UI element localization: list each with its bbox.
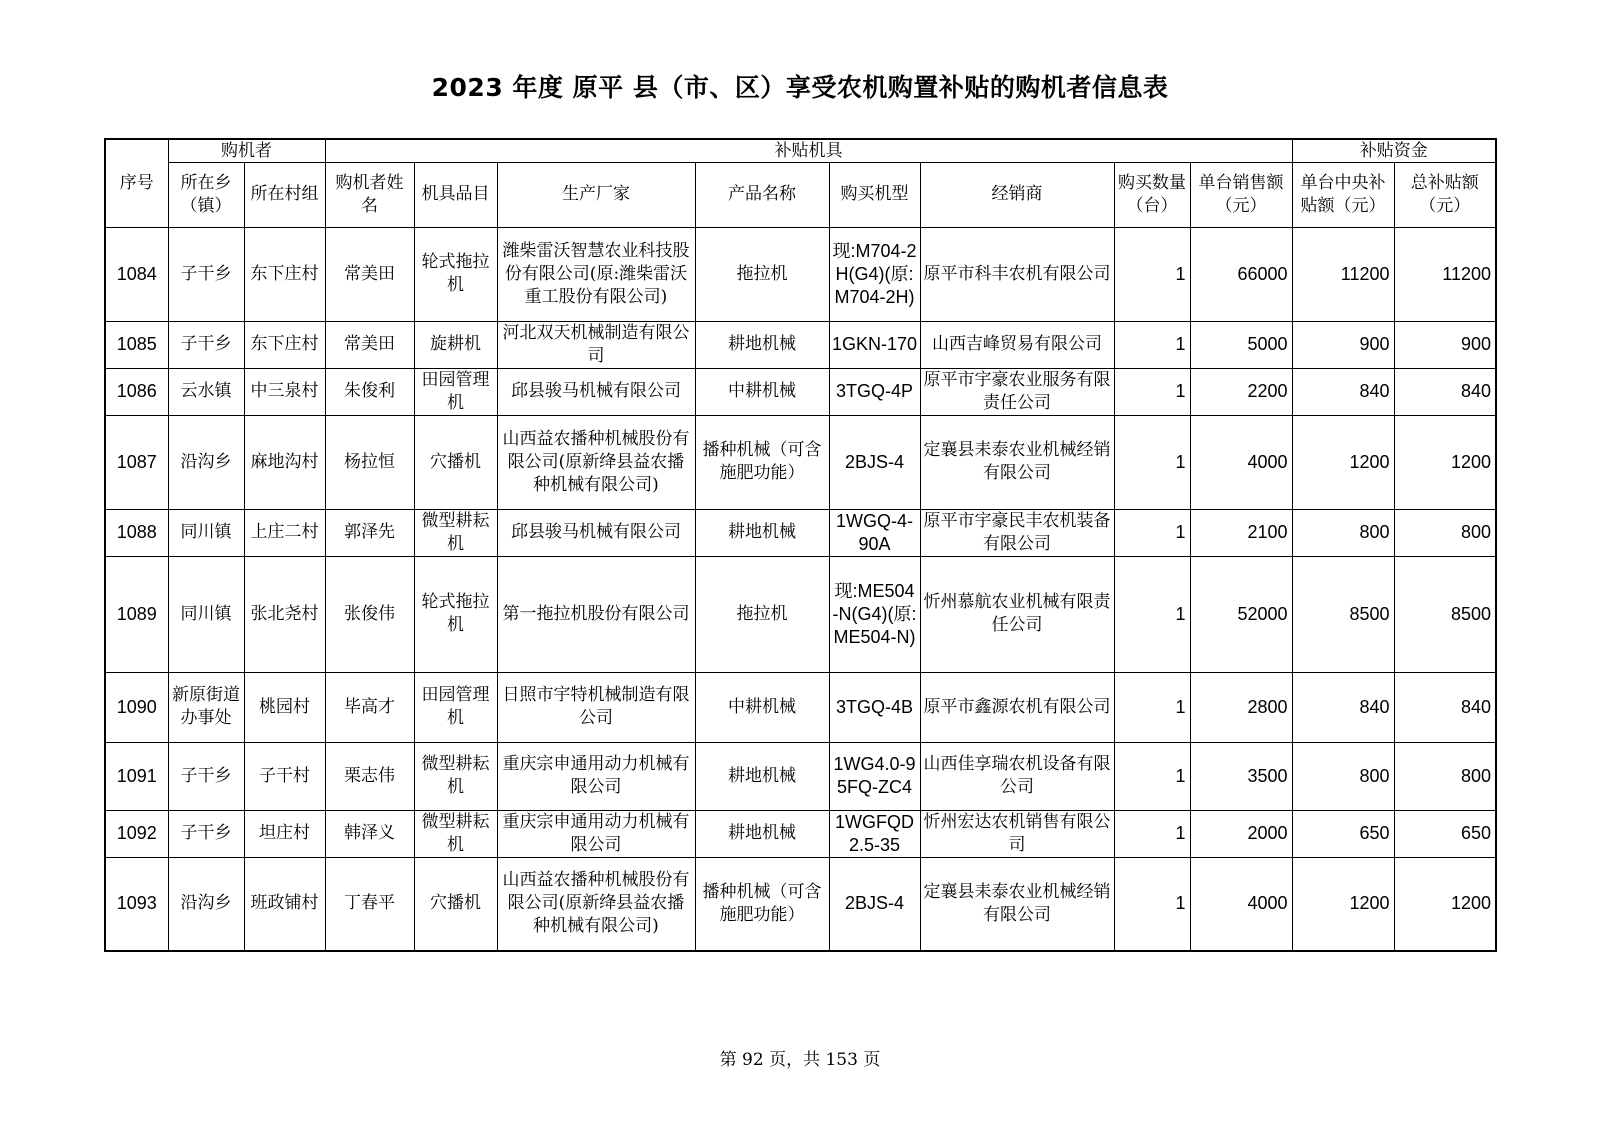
cell-total-subsidy: 900: [1394, 321, 1496, 368]
header-village: 所在村组: [244, 162, 325, 227]
cell-manufacturer: 山西益农播种机械股份有限公司(原新绛县益农播种机械有限公司): [497, 857, 695, 951]
cell-township: 同川镇: [168, 556, 244, 672]
cell-village: 上庄二村: [244, 509, 325, 556]
cell-township: 沿沟乡: [168, 415, 244, 509]
cell-seq: 1091: [105, 742, 168, 810]
cell-product: 耕地机械: [695, 509, 829, 556]
cell-product: 播种机械（可含施肥功能）: [695, 857, 829, 951]
cell-dealer: 定襄县耒泰农业机械经销有限公司: [920, 857, 1114, 951]
subsidy-table: [104, 138, 1497, 952]
cell-unit-subsidy: 900: [1292, 321, 1394, 368]
cell-buyer-name: 韩泽义: [325, 810, 414, 857]
cell-township: 同川镇: [168, 509, 244, 556]
cell-township: 子干乡: [168, 742, 244, 810]
header-manufacturer: 生产厂家: [497, 162, 695, 227]
page-footer: 第 92 页，共 153 页: [719, 1050, 881, 1070]
cell-village: 中三泉村: [244, 368, 325, 415]
cell-product: 耕地机械: [695, 810, 829, 857]
cell-dealer: 忻州宏达农机销售有限公司: [920, 810, 1114, 857]
cell-unit-subsidy: 650: [1292, 810, 1394, 857]
header-product: 产品名称: [695, 162, 829, 227]
cell-total-subsidy: 8500: [1394, 556, 1496, 672]
cell-model: 1GKN-170: [829, 321, 920, 368]
cell-model: 1WGFQD2.5-35: [829, 810, 920, 857]
header-group-buyer: 购机者: [168, 139, 325, 162]
cell-township: 子干乡: [168, 227, 244, 321]
cell-manufacturer: 邱县骏马机械有限公司: [497, 368, 695, 415]
cell-qty: 1: [1114, 857, 1190, 951]
cell-seq: 1090: [105, 672, 168, 742]
cell-dealer: 原平市宇豪农业服务有限责任公司: [920, 368, 1114, 415]
cell-dealer: 山西佳享瑞农机设备有限公司: [920, 742, 1114, 810]
cell-total-subsidy: 1200: [1394, 857, 1496, 951]
cell-township: 沿沟乡: [168, 857, 244, 951]
cell-qty: 1: [1114, 368, 1190, 415]
cell-village: 子干村: [244, 742, 325, 810]
page-title: 2023 年度 原平 县（市、区）享受农机购置补贴的购机者信息表: [431, 73, 1169, 102]
cell-buyer-name: 丁春平: [325, 857, 414, 951]
cell-buyer-name: 毕高才: [325, 672, 414, 742]
cell-unit-subsidy: 840: [1292, 672, 1394, 742]
cell-model: 现:ME504-N(G4)(原:ME504-N): [829, 556, 920, 672]
cell-unit-subsidy: 8500: [1292, 556, 1394, 672]
cell-model: 2BJS-4: [829, 415, 920, 509]
table-row: [105, 672, 1496, 742]
cell-qty: 1: [1114, 415, 1190, 509]
cell-qty: 1: [1114, 509, 1190, 556]
cell-unit-subsidy: 800: [1292, 509, 1394, 556]
cell-township: 子干乡: [168, 810, 244, 857]
cell-unit-price: 52000: [1190, 556, 1292, 672]
cell-manufacturer: 日照市宇特机械制造有限公司: [497, 672, 695, 742]
cell-product: 中耕机械: [695, 672, 829, 742]
cell-product: 播种机械（可含施肥功能）: [695, 415, 829, 509]
cell-manufacturer: 邱县骏马机械有限公司: [497, 509, 695, 556]
cell-category: 穴播机: [414, 415, 497, 509]
cell-seq: 1093: [105, 857, 168, 951]
cell-product: 拖拉机: [695, 556, 829, 672]
cell-dealer: 山西吉峰贸易有限公司: [920, 321, 1114, 368]
cell-product: 中耕机械: [695, 368, 829, 415]
cell-buyer-name: 杨拉恒: [325, 415, 414, 509]
cell-model: 1WG4.0-95FQ-ZC4: [829, 742, 920, 810]
header-dealer: 经销商: [920, 162, 1114, 227]
cell-model: 3TGQ-4B: [829, 672, 920, 742]
table-row: [105, 321, 1496, 368]
table-row: [105, 509, 1496, 556]
cell-manufacturer: 重庆宗申通用动力机械有限公司: [497, 810, 695, 857]
cell-category: 微型耕耘机: [414, 810, 497, 857]
cell-unit-price: 4000: [1190, 857, 1292, 951]
cell-buyer-name: 常美田: [325, 227, 414, 321]
cell-manufacturer: 山西益农播种机械股份有限公司(原新绛县益农播种机械有限公司): [497, 415, 695, 509]
header-township: 所在乡（镇）: [168, 162, 244, 227]
cell-category: 微型耕耘机: [414, 742, 497, 810]
cell-seq: 1086: [105, 368, 168, 415]
cell-manufacturer: 河北双天机械制造有限公司: [497, 321, 695, 368]
cell-product: 耕地机械: [695, 742, 829, 810]
cell-unit-price: 3500: [1190, 742, 1292, 810]
cell-total-subsidy: 1200: [1394, 415, 1496, 509]
header-model: 购买机型: [829, 162, 920, 227]
header-unit-subsidy: 单台中央补贴额（元）: [1292, 162, 1394, 227]
cell-category: 轮式拖拉机: [414, 227, 497, 321]
cell-seq: 1087: [105, 415, 168, 509]
cell-buyer-name: 郭泽先: [325, 509, 414, 556]
cell-category: 旋耕机: [414, 321, 497, 368]
cell-dealer: 原平市科丰农机有限公司: [920, 227, 1114, 321]
cell-unit-subsidy: 1200: [1292, 415, 1394, 509]
cell-unit-subsidy: 11200: [1292, 227, 1394, 321]
cell-total-subsidy: 840: [1394, 672, 1496, 742]
header-seq: 序号: [105, 139, 168, 227]
cell-buyer-name: 栗志伟: [325, 742, 414, 810]
header-group-machine: 补贴机具: [325, 139, 1292, 162]
cell-unit-price: 2000: [1190, 810, 1292, 857]
table-row: [105, 556, 1496, 672]
cell-seq: 1089: [105, 556, 168, 672]
cell-category: 穴播机: [414, 857, 497, 951]
cell-model: 3TGQ-4P: [829, 368, 920, 415]
cell-village: 张北尧村: [244, 556, 325, 672]
header-group-row: [105, 139, 1496, 162]
cell-unit-price: 2800: [1190, 672, 1292, 742]
cell-seq: 1092: [105, 810, 168, 857]
cell-buyer-name: 常美田: [325, 321, 414, 368]
cell-unit-subsidy: 1200: [1292, 857, 1394, 951]
cell-township: 子干乡: [168, 321, 244, 368]
cell-total-subsidy: 11200: [1394, 227, 1496, 321]
cell-unit-price: 2200: [1190, 368, 1292, 415]
cell-qty: 1: [1114, 227, 1190, 321]
cell-model: 1WGQ-4-90A: [829, 509, 920, 556]
cell-buyer-name: 朱俊利: [325, 368, 414, 415]
cell-village: 麻地沟村: [244, 415, 325, 509]
cell-product: 拖拉机: [695, 227, 829, 321]
header-total-subsidy: 总补贴额（元）: [1394, 162, 1496, 227]
table-row: [105, 368, 1496, 415]
cell-unit-price: 66000: [1190, 227, 1292, 321]
cell-township: 新原街道办事处: [168, 672, 244, 742]
cell-manufacturer: 第一拖拉机股份有限公司: [497, 556, 695, 672]
cell-dealer: 原平市鑫源农机有限公司: [920, 672, 1114, 742]
cell-dealer: 忻州慕航农业机械有限责任公司: [920, 556, 1114, 672]
header-group-funds: 补贴资金: [1292, 139, 1496, 162]
cell-qty: 1: [1114, 321, 1190, 368]
cell-category: 田园管理机: [414, 672, 497, 742]
cell-qty: 1: [1114, 742, 1190, 810]
cell-dealer: 原平市宇豪民丰农机装备有限公司: [920, 509, 1114, 556]
cell-unit-subsidy: 840: [1292, 368, 1394, 415]
cell-qty: 1: [1114, 556, 1190, 672]
table-row: [105, 810, 1496, 857]
header-buyer-name: 购机者姓名: [325, 162, 414, 227]
cell-qty: 1: [1114, 672, 1190, 742]
cell-product: 耕地机械: [695, 321, 829, 368]
table-row: [105, 415, 1496, 509]
cell-category: 微型耕耘机: [414, 509, 497, 556]
cell-total-subsidy: 840: [1394, 368, 1496, 415]
cell-total-subsidy: 800: [1394, 509, 1496, 556]
header-row: [105, 162, 1496, 227]
cell-unit-price: 2100: [1190, 509, 1292, 556]
cell-qty: 1: [1114, 810, 1190, 857]
cell-village: 东下庄村: [244, 227, 325, 321]
header-unit-price: 单台销售额（元）: [1190, 162, 1292, 227]
header-qty: 购买数量（台）: [1114, 162, 1190, 227]
cell-category: 轮式拖拉机: [414, 556, 497, 672]
cell-village: 东下庄村: [244, 321, 325, 368]
table-row: [105, 742, 1496, 810]
cell-unit-price: 4000: [1190, 415, 1292, 509]
cell-village: 桃园村: [244, 672, 325, 742]
cell-seq: 1085: [105, 321, 168, 368]
cell-model: 现:M704-2H(G4)(原:M704-2H): [829, 227, 920, 321]
cell-seq: 1084: [105, 227, 168, 321]
cell-seq: 1088: [105, 509, 168, 556]
table-row: [105, 857, 1496, 951]
header-category: 机具品目: [414, 162, 497, 227]
cell-total-subsidy: 800: [1394, 742, 1496, 810]
cell-category: 田园管理机: [414, 368, 497, 415]
cell-manufacturer: 潍柴雷沃智慧农业科技股份有限公司(原:潍柴雷沃重工股份有限公司): [497, 227, 695, 321]
table-body: [105, 139, 1496, 951]
cell-model: 2BJS-4: [829, 857, 920, 951]
cell-township: 云水镇: [168, 368, 244, 415]
cell-dealer: 定襄县耒泰农业机械经销有限公司: [920, 415, 1114, 509]
cell-buyer-name: 张俊伟: [325, 556, 414, 672]
cell-village: 坦庄村: [244, 810, 325, 857]
cell-manufacturer: 重庆宗申通用动力机械有限公司: [497, 742, 695, 810]
cell-village: 班政铺村: [244, 857, 325, 951]
cell-unit-price: 5000: [1190, 321, 1292, 368]
table-row: [105, 227, 1496, 321]
cell-unit-subsidy: 800: [1292, 742, 1394, 810]
cell-total-subsidy: 650: [1394, 810, 1496, 857]
